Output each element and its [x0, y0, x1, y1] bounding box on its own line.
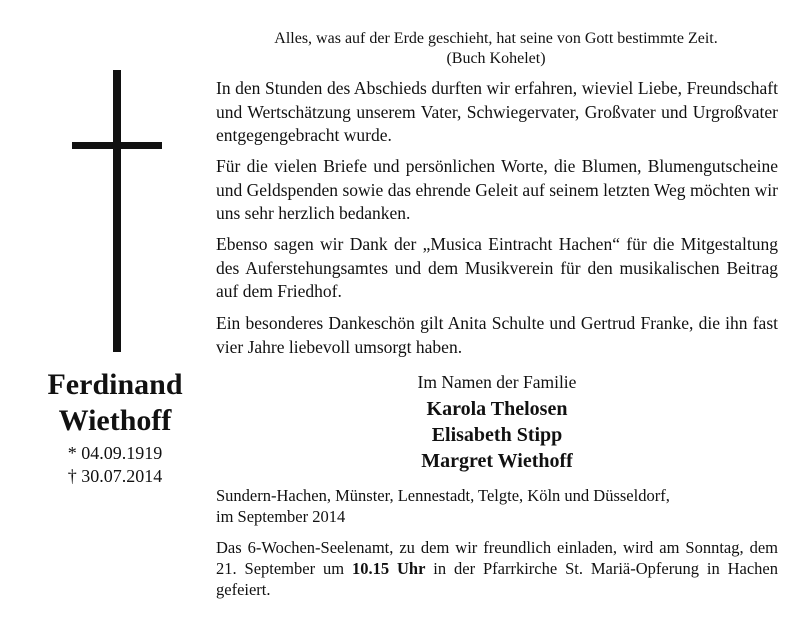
place-line: Sundern-Hachen, Münster, Lennestadt, Telgte, Köln und Düsseldorf, — [216, 486, 670, 505]
bible-quote-source: (Buch Kohelet) — [446, 50, 546, 67]
signature-intro: Im Namen der Familie — [417, 372, 577, 392]
thanks-paragraph: Für die vielen Briefe und persönlichen Worte, die Blumen, Blumengutscheine und Geldspenden sowie das ehrende Geleit auf seinem letzten Weg möchten wir uns sehr herzlich bedanken. — [216, 156, 778, 223]
birth-date: * 04.09.1919 — [67, 443, 163, 463]
date-line: im September 2014 — [216, 507, 346, 526]
mass-time: 10.15 Uhr — [351, 559, 426, 578]
mass-text-after: in der Pfarrkirche St. Mariä-Opferung in Hachen gefeiert. — [216, 559, 778, 599]
memorial-mass-notice — [216, 537, 778, 600]
deceased-first-name: Ferdinand — [47, 368, 183, 401]
bible-quote: Alles, was auf der Erde geschieht, hat seine von Gott bestimmte Zeit. — [274, 30, 718, 47]
thanks-paragraph: Ebenso sagen wir Dank der „Musica Eintracht Hachen“ für die Mitgestaltung des Auferstehungsamtes und dem Musikverein für den musikalischen Beitrag auf dem Friedhof. — [216, 234, 778, 301]
mass-text-before: Das 6-Wochen-Seelenamt, zu dem wir freundlich einladen, wird am Sonntag, dem 21. September um — [216, 538, 778, 578]
thanks-paragraph: In den Stunden des Abschieds durften wir erfahren, wieviel Liebe, Freundschaft und Wertschätzung unserem Vater, Schwiegervater, Großvater und Urgroßvater entgegengebracht wurde. — [216, 78, 778, 145]
signature-name: Karola Thelosen — [426, 398, 568, 420]
cross-horizontal-bar — [72, 142, 162, 149]
signature-name: Margret Wiethoff — [421, 450, 573, 472]
deceased-last-name: Wiethoff — [58, 404, 172, 437]
cross-vertical-bar — [113, 70, 121, 352]
death-date: † 30.07.2014 — [67, 466, 163, 486]
thanks-paragraph: Ein besonderes Dankeschön gilt Anita Schulte und Gertrud Franke, die ihn fast vier Jahre liebevoll umsorgt haben. — [216, 313, 778, 357]
signature-name: Elisabeth Stipp — [431, 424, 563, 446]
cross-icon — [72, 70, 162, 352]
